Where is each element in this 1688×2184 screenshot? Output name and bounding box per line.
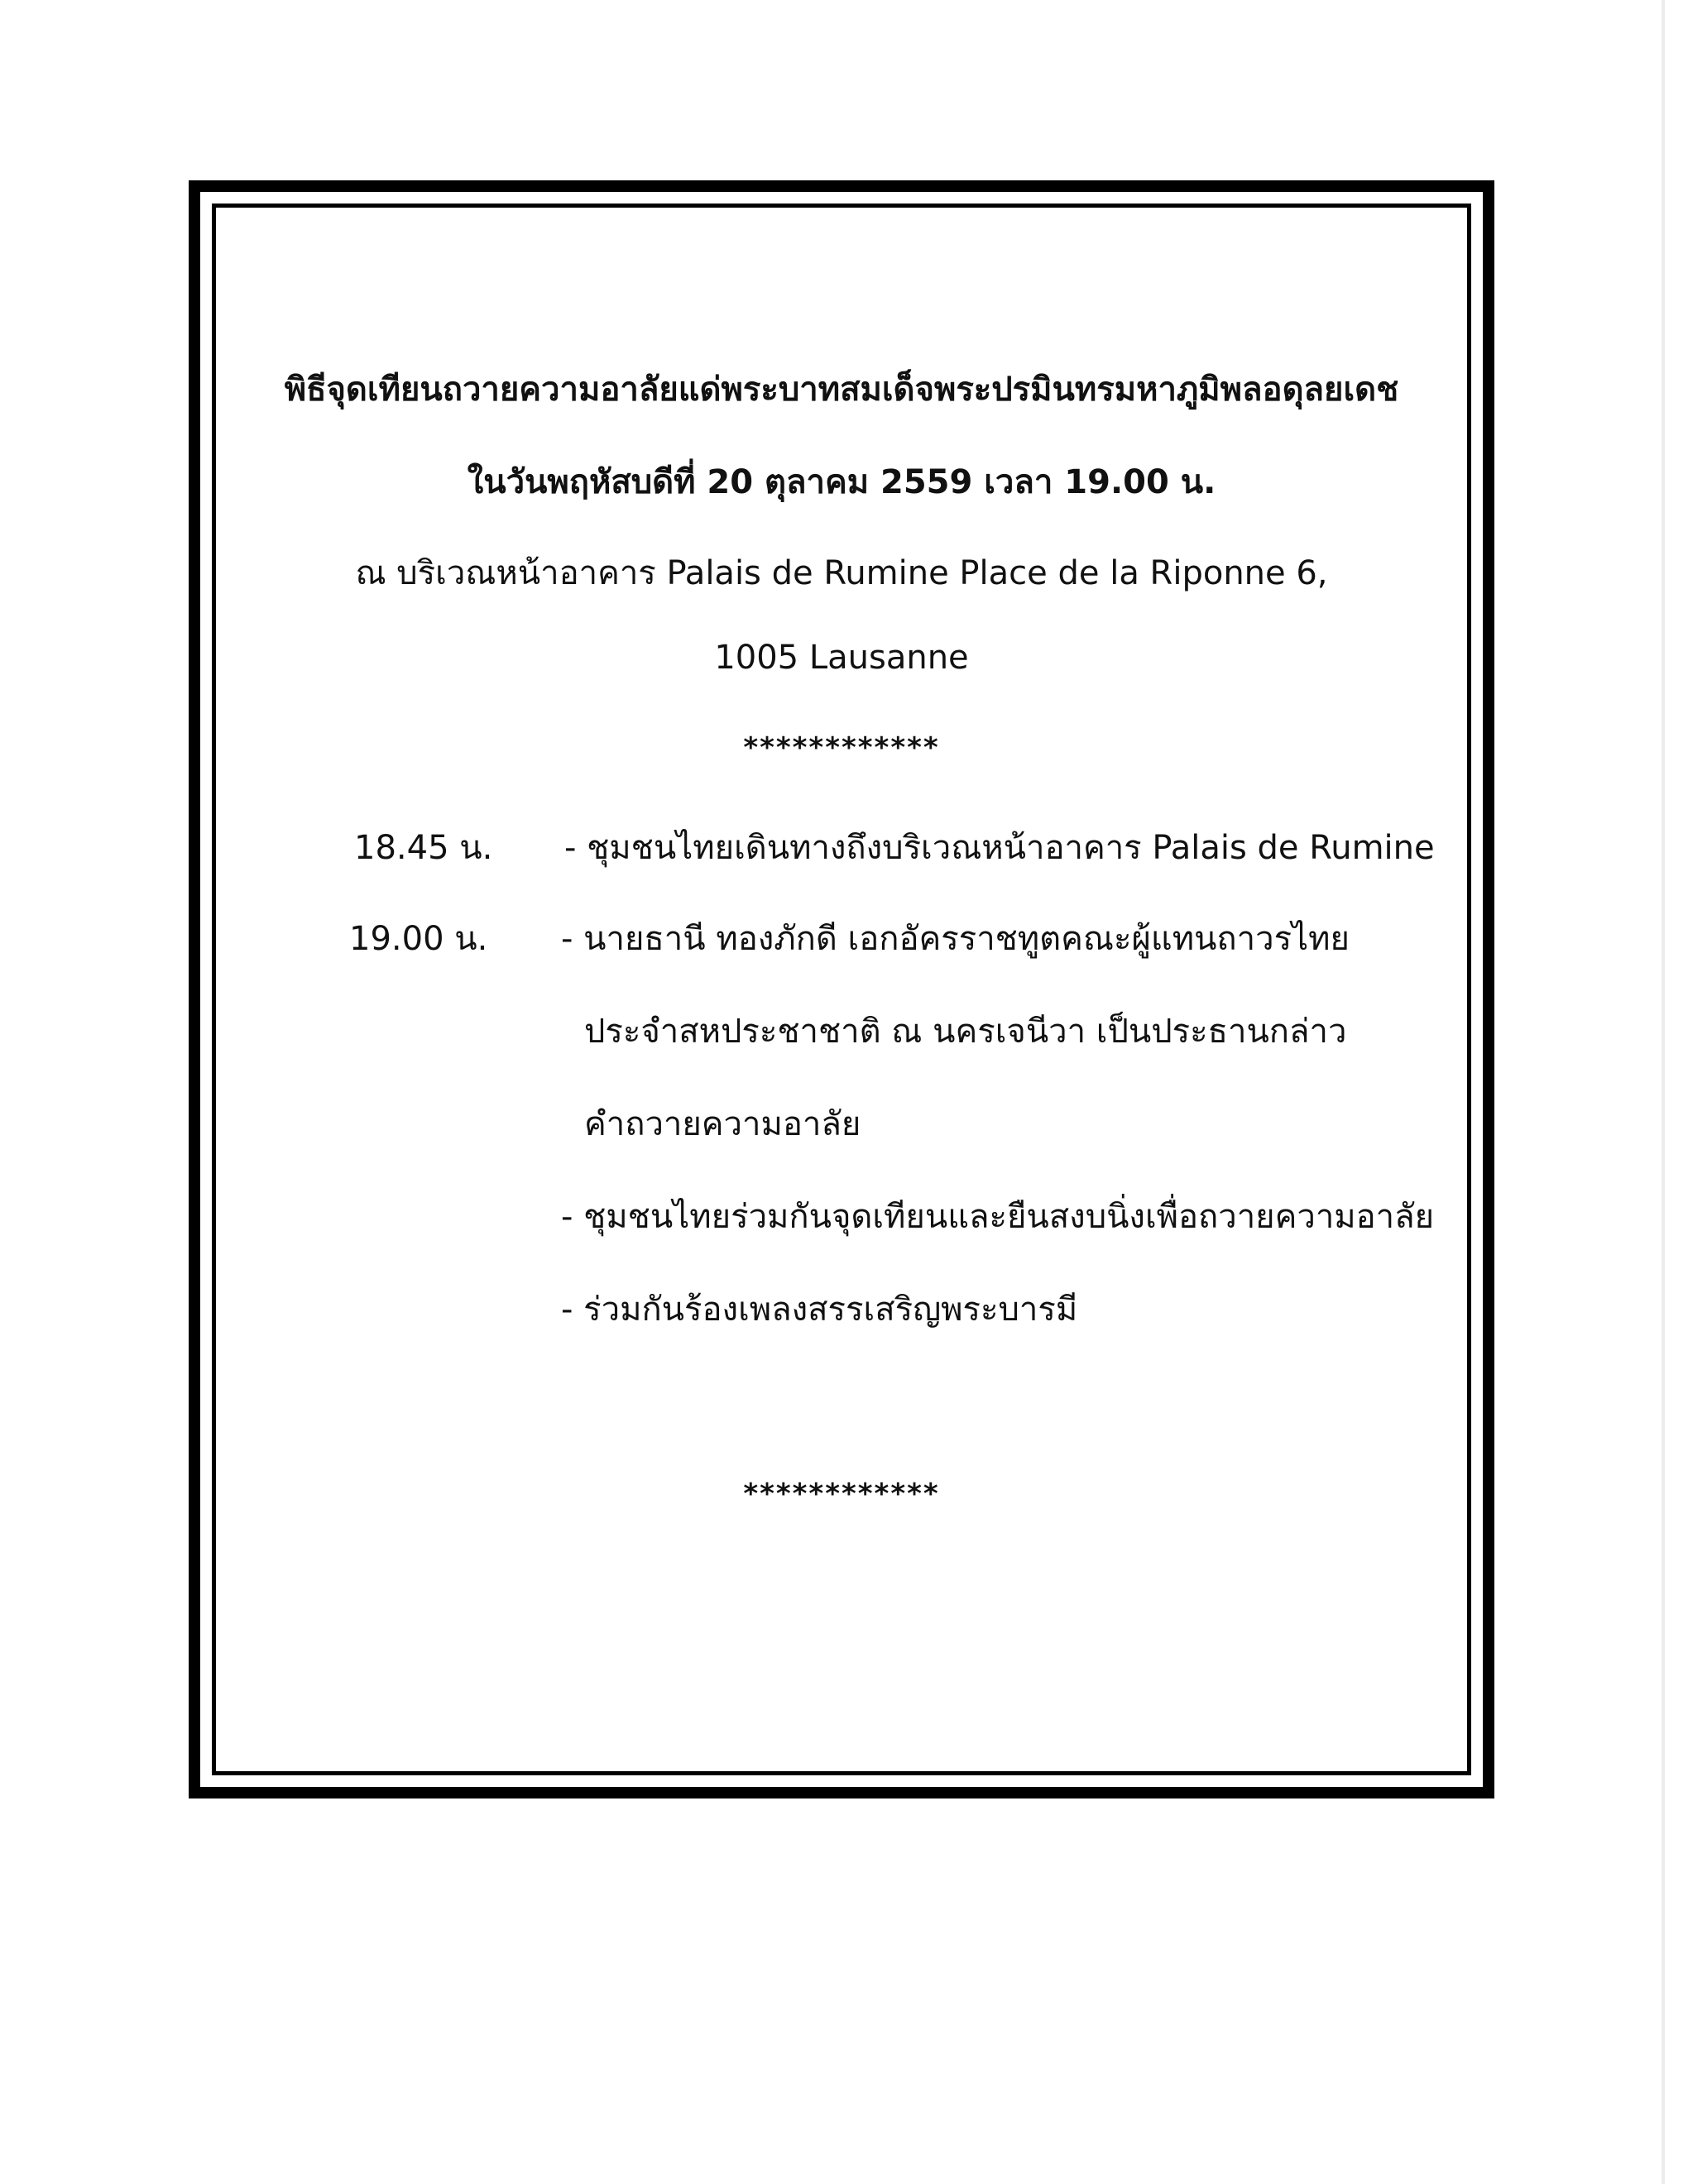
- ceremony-city: 1005 Lausanne: [714, 639, 969, 677]
- document-content: [200, 192, 1483, 1787]
- separator-bottom: ************: [743, 1478, 940, 1511]
- schedule-time-1: 18.45 น.: [354, 829, 493, 867]
- schedule-item-4: - ร่วมกันร้องเพลงสรรเสริญพระบารมี: [561, 1291, 1078, 1329]
- schedule-item-3: - ชุมชนไทยร่วมกันจุดเทียนและยืนสงบนิ่งเพื่อถวายความอาลัย: [561, 1198, 1435, 1236]
- schedule-item-2-line-1: - นายธานี ทองภักดี เอกอัครราชทูตคณะผู้แทนถาวรไทย: [561, 920, 1350, 958]
- schedule-item-2-line-2: ประจำสหประชาชาติ ณ นครเจนีวา เป็นประธานกล่าว: [584, 1013, 1347, 1051]
- schedule-item-2-line-3: คำถวายความอาลัย: [584, 1105, 861, 1143]
- separator-top: ************: [743, 731, 940, 764]
- schedule-time-2: 19.00 น.: [349, 920, 488, 958]
- document-frame: [189, 180, 1494, 1798]
- ceremony-venue: ณ บริเวณหน้าอาคาร Palais de Rumine Place de la Riponne 6,: [355, 554, 1328, 592]
- page-edge: [1662, 0, 1665, 2184]
- ceremony-date: ในวันพฤหัสบดีที่ 20 ตุลาคม 2559 เวลา 19.00 น.: [467, 463, 1216, 501]
- schedule-item-1-line-1: - ชุมชนไทยเดินทางถึงบริเวณหน้าอาคาร Palais de Rumine: [564, 829, 1435, 867]
- ceremony-title: พิธีจุดเทียนถวายความอาลัยแด่พระบาทสมเด็จพระปรมินทรมหาภูมิพลอดุลยเดช: [284, 371, 1399, 409]
